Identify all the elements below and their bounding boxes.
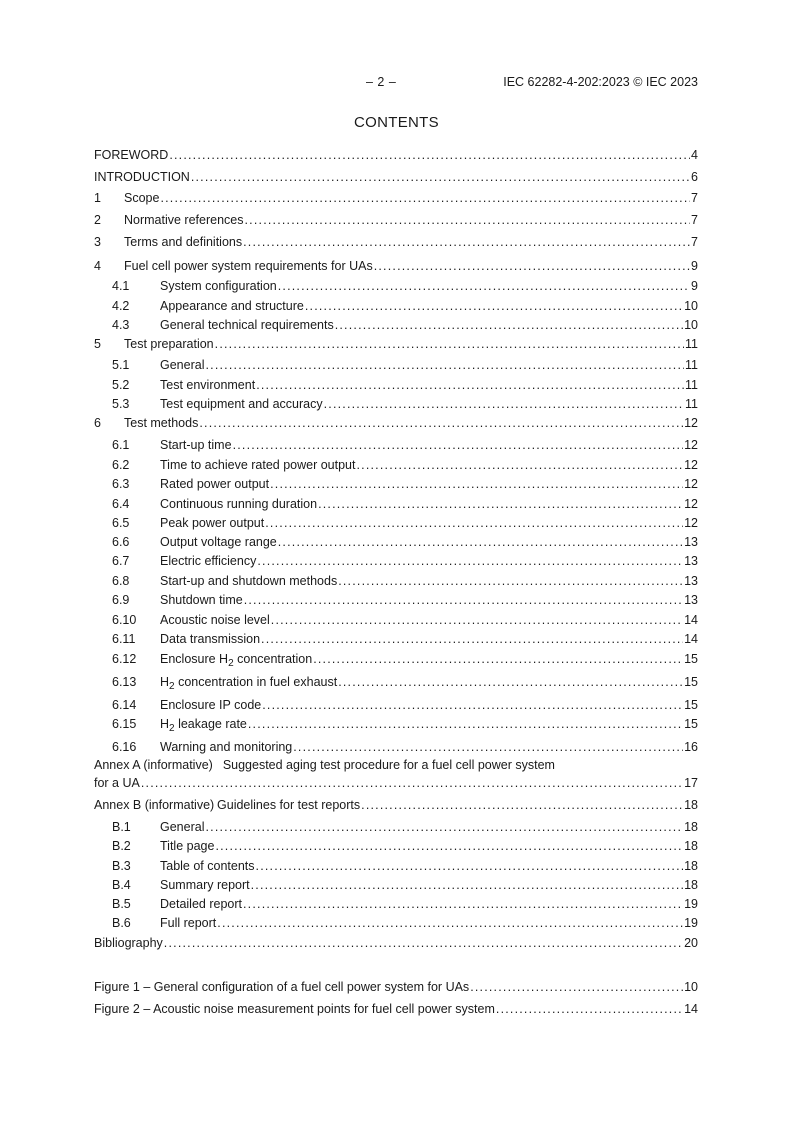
toc-entry-text: Full report [160,916,217,930]
toc-entry-bibliography[interactable] [94,933,698,951]
toc-entry-s6-6[interactable] [94,532,698,550]
dot-leader [270,477,683,492]
toc-entry-number: 6.3 [112,477,130,491]
toc-entry-s6-3[interactable] [94,474,698,492]
toc-entry-s6-10[interactable] [94,610,698,628]
toc-entry-s5-1[interactable] [94,355,698,373]
toc-entry-number: 4 [94,259,101,273]
toc-entry-text: Start-up time [160,438,232,452]
toc-entry-number: B.1 [112,820,131,834]
toc-entry-text: Title page [160,839,215,853]
toc-entry-b1[interactable] [94,817,698,835]
annex-label: Annex B (informative) [94,798,215,812]
page-number: – 2 – [366,75,397,89]
toc-entry-s6-16[interactable] [94,737,698,755]
toc-entry-annex-a[interactable] [94,773,698,791]
dot-leader [243,897,683,912]
toc-entry-text: Figure 1 – General configuration of a fuel cell power system for UAs [94,980,470,994]
dot-leader [244,593,683,608]
toc-entry-text: Output voltage range [160,535,277,549]
toc-entry-number: 6.4 [112,497,130,511]
toc-entry-s6-11[interactable] [94,629,698,647]
toc-entry-page: 4 [691,148,698,162]
toc-entry-text: General [160,358,205,372]
toc-entry-text: Summary report [160,878,250,892]
toc-entry-text: Time to achieve rated power output [160,458,356,472]
toc-entry-s6-5[interactable] [94,513,698,531]
dot-leader [305,299,683,314]
dot-leader [141,776,683,791]
toc-entry-page: 12 [684,477,698,491]
toc-entry-s6-7[interactable] [94,551,698,569]
dot-leader [217,916,683,931]
toc-entry-text: Table of contents [160,859,255,873]
page-title: CONTENTS [354,114,439,131]
toc-entry-page: 12 [684,438,698,452]
toc-entry-page: 10 [684,980,698,994]
toc-entry-page: 12 [684,458,698,472]
dot-leader [496,1002,683,1017]
toc-entry-s6-9[interactable] [94,590,698,608]
toc-entry-b4[interactable] [94,875,698,893]
toc-entry-s6-14[interactable] [94,695,698,713]
toc-entry-s5[interactable] [94,334,698,352]
toc-entry-s6[interactable] [94,413,698,431]
toc-entry-page: 13 [684,554,698,568]
toc-entry-page: 13 [684,535,698,549]
dot-leader [278,535,683,550]
toc-entry-s6-15[interactable] [94,714,698,732]
toc-entry-text: Normative references [124,213,244,227]
toc-entry-figure-1[interactable] [94,977,698,995]
toc-entry-s4-2[interactable] [94,296,698,314]
toc-entry-s5-2[interactable] [94,375,698,393]
toc-entry-number: 4.3 [112,318,130,332]
dot-leader [262,698,683,713]
toc-entry-page: 11 [685,378,698,392]
dot-leader [205,358,684,373]
toc-entry-page: 11 [685,397,698,411]
toc-entry-text: Detailed report [160,897,242,911]
toc-entry-number: 2 [94,213,101,227]
toc-entry-number: 6.14 [112,698,137,712]
toc-entry-page: 18 [684,839,698,853]
dot-leader [215,337,684,352]
toc-entry-text: Test preparation [124,337,214,351]
toc-entry-page: 14 [684,1002,698,1016]
toc-entry-page: 11 [685,358,698,372]
dot-leader [265,516,683,531]
dot-leader [169,148,690,163]
toc-entry-text: $H_2$ leakage rate [160,717,247,734]
toc-entry-text: General [160,820,205,834]
toc-entry-page: 14 [684,613,698,627]
dot-leader [470,980,683,995]
toc-entry-number: 5.1 [112,358,130,372]
toc-entry-number: 6.6 [112,535,130,549]
toc-entry-introduction[interactable] [94,167,698,185]
toc-entry-number: 4.2 [112,299,130,313]
toc-entry-page: 17 [684,776,698,790]
toc-entry-text: $H_2$ concentration in fuel exhaust [160,675,338,692]
toc-entry-text: Guidelines for test reports [217,798,361,812]
toc-entry-text: for a UA [94,776,140,790]
toc-entry-s3[interactable] [94,232,698,250]
toc-entry-number: 6.16 [112,740,137,754]
toc-entry-number: 6.15 [112,717,137,731]
toc-entry-b3[interactable] [94,856,698,874]
dot-leader [361,798,683,813]
toc-entry-s2[interactable] [94,210,698,228]
toc-entry-number: 6.10 [112,613,137,627]
toc-entry-number: B.4 [112,878,131,892]
dot-leader [338,574,683,589]
standard-id: IEC 62282-4-202:2023 © IEC 2023 [503,75,698,89]
toc-entry-page: 12 [684,516,698,530]
toc-entry-text: Test environment [160,378,256,392]
toc-entry-number: 6.11 [112,632,136,646]
toc-entry-number: B.3 [112,859,131,873]
toc-entry-text: Figure 2 – Acoustic noise measurement points for fuel cell power system [94,1002,495,1016]
toc-entry-text: Start-up and shutdown methods [160,574,338,588]
dot-leader [164,936,683,951]
toc-entry-text: Terms and definitions [124,235,243,249]
toc-entry-s5-3[interactable] [94,394,698,412]
toc-entry-number: B.5 [112,897,131,911]
toc-entry-text: Bibliography [94,936,163,950]
toc-entry-page: 14 [684,632,698,646]
toc-entry-b5[interactable] [94,894,698,912]
dot-leader [257,554,683,569]
toc-entry-page: 20 [684,936,698,950]
toc-entry-b6[interactable] [94,913,698,931]
toc-entry-number: 6.12 [112,652,137,666]
toc-entry-figure-2[interactable] [94,999,698,1017]
toc-entry-page: 18 [684,859,698,873]
toc-entry-page: 18 [684,820,698,834]
toc-entry-text: Fuel cell power system requirements for UAs [124,259,373,273]
dot-leader [243,235,690,250]
dot-leader [248,717,683,732]
toc-entry-page: 7 [691,191,698,205]
dot-leader [261,632,683,647]
dot-leader [374,259,690,274]
toc-entry-s6-12[interactable] [94,649,698,667]
dot-leader [256,378,684,393]
toc-entry-text: Warning and monitoring [160,740,293,754]
dot-leader [278,279,690,294]
toc-entry-page: 13 [684,593,698,607]
toc-entry-s6-2[interactable] [94,455,698,473]
toc-entry-number: 6.13 [112,675,137,689]
toc-entry-text: Test equipment and accuracy [160,397,323,411]
toc-entry-text: Enclosure $H_2$ concentration [160,652,313,669]
toc-entry-page: 15 [684,675,698,689]
toc-entry-text: Shutdown time [160,593,243,607]
toc-entry-page: 9 [691,259,698,273]
toc-entry-b2[interactable] [94,836,698,854]
toc-entry-page: 15 [684,717,698,731]
toc-entry-page: 15 [684,652,698,666]
toc-entry-text: General technical requirements [160,318,334,332]
dot-leader [199,416,683,431]
dot-leader [271,613,683,628]
toc-entry-number: 6.7 [112,554,130,568]
toc-entry-page: 19 [684,916,698,930]
toc-entry-number: 6.2 [112,458,130,472]
toc-entry-page: 13 [684,574,698,588]
dot-leader [233,438,684,453]
dot-leader [160,191,690,206]
page-header [0,75,793,93]
dot-leader [335,318,683,333]
toc-entry-number: 6.9 [112,593,130,607]
annex-label: Annex A (informative) [94,758,213,772]
toc-entry-text: Scope [124,191,160,205]
toc-entry-page: 18 [684,798,698,812]
toc-entry-number: 4.1 [112,279,130,293]
toc-entry-text: Data transmission [160,632,261,646]
dot-leader [205,820,683,835]
toc-entry-number: 3 [94,235,101,249]
toc-entry-page: 6 [691,170,698,184]
annex-title: Suggested aging test procedure for a fuel cell power system [222,758,555,772]
dot-leader [215,839,683,854]
toc-entry-text: Appearance and structure [160,299,304,313]
toc-entry-s6-1[interactable] [94,435,698,453]
toc-entry-text: Peak power output [160,516,265,530]
toc-entry-s1[interactable] [94,188,698,206]
toc-entry-text: Acoustic noise level [160,613,270,627]
toc-entry-page: 7 [691,235,698,249]
toc-entry-number: 5 [94,337,101,351]
toc-entry-foreword[interactable] [94,145,698,163]
toc-entry-number: 6 [94,416,101,430]
dot-leader [191,170,690,185]
toc-entry-number: 6.5 [112,516,130,530]
toc-entry-page: 15 [684,698,698,712]
toc-entry-number: 5.3 [112,397,130,411]
toc-entry-s4[interactable] [94,256,698,274]
toc-entry-text: Test methods [124,416,199,430]
toc-entry-number: 6.8 [112,574,130,588]
toc-entry-s6-8[interactable] [94,571,698,589]
toc-entry-s6-4[interactable] [94,494,698,512]
toc-entry-page: 16 [684,740,698,754]
toc-entry-text: Rated power output [160,477,270,491]
toc-entry-s6-13[interactable] [94,672,698,690]
toc-entry-text: Enclosure IP code [160,698,262,712]
toc-entry-text: System configuration [160,279,277,293]
toc-entry-number: B.6 [112,916,131,930]
toc-entry-number: 1 [94,191,101,205]
toc-entry-s4-3[interactable] [94,315,698,333]
toc-entry-page: 7 [691,213,698,227]
toc-entry-text: INTRODUCTION [94,170,190,184]
dot-leader [251,878,683,893]
toc-entry-number: B.2 [112,839,131,853]
dot-leader [256,859,684,874]
dot-leader [293,740,683,755]
toc-entry-number: 5.2 [112,378,130,392]
toc-entry-annex-b[interactable] [94,795,698,813]
toc-entry-page: 12 [684,416,698,430]
toc-entry-page: 10 [684,318,698,332]
toc-entry-page: 11 [685,337,698,351]
toc-entry-s4-1[interactable] [94,276,698,294]
toc-entry-number: 6.1 [112,438,130,452]
toc-entry-page: 12 [684,497,698,511]
dot-leader [324,397,684,412]
dot-leader [318,497,683,512]
toc-entry-page: 10 [684,299,698,313]
toc-entry-text: Electric efficiency [160,554,257,568]
dot-leader [245,213,691,228]
toc-entry-text: Continuous running duration [160,497,318,511]
dot-leader [313,652,683,667]
toc-entry-text: FOREWORD [94,148,169,162]
toc-entry-page: 9 [691,279,698,293]
toc-entry-page: 19 [684,897,698,911]
toc-entry-page: 18 [684,878,698,892]
dot-leader [356,458,683,473]
dot-leader [338,675,683,690]
